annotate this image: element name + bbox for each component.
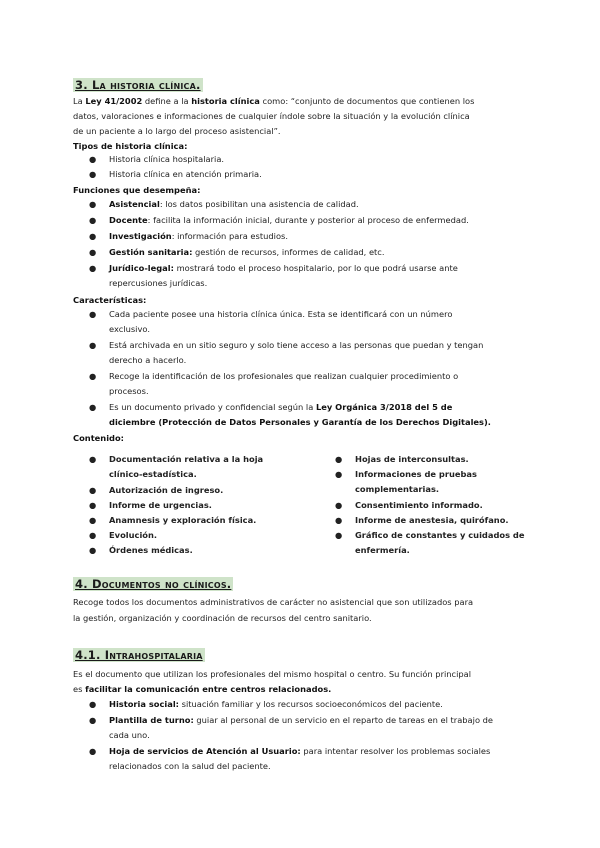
tipos-label: Tipos de historia clínica: (73, 141, 188, 151)
sec41-line-2: es facilitar la comunicación entre centros relacionados. (73, 684, 332, 694)
sec4-line-1: Recoge todos los documentos administrativos de carácter no asistencial que son utilizados para (73, 597, 474, 607)
caracteristicas-label: Características: (73, 295, 147, 305)
section-4-heading: 4. Documentos no clínicos. (75, 577, 232, 591)
contenido-label: Contenido: (73, 433, 124, 443)
intro-line-2: datos, valoraciones e informaciones de cualquier índole sobre la situación y la evolución clínica (73, 111, 470, 121)
section-4-1-heading: 4.1. Intrahospitalaria (75, 648, 203, 662)
intro-line-3: de un paciente a lo largo del proceso asistencial”. (73, 126, 281, 136)
funciones-label: Funciones que desempeña: (73, 185, 201, 195)
intro-line-1: La Ley 41/2002 define a la historia clínica como: “conjunto de documentos que contienen los (73, 96, 475, 106)
sec4-line-2: la gestión, organización y coordinación de recursos del centro sanitario. (73, 613, 372, 623)
sec41-line-1: Es el documento que utilizan los profesionales del mismo hospital o centro. Su función principal (73, 669, 472, 679)
document-page: 3. La historia clínica. La Ley 41/2002 define a la historia clínica como: “conjunto de documentos que contienen los datos, valoraciones e informaciones de cualquier índole sobre la situación y la evolución clínica de un paciente a lo largo del proceso asistencial”. Tipos de historia clínica: ● Historia clínica hospitalaria. ● Historia clínica en atención primaria. Funciones que desempeña: ● Asistencial: los datos posibilitan una asistencia de calidad. ● Docente: facilita la información inicial, durante y posterior al proceso de enfermedad. ● Investigación: información para estudios. ● Gestión sanitaria: gestión de recursos, informes de calidad, etc. ● Jurídico-legal: mostrará todo el proceso hospitalario, por lo que podrá usarse ante repercusiones jurídicas. Características: ● Cada paciente posee una historia clínica única. Esta se identificará con un número exclusivo. ● Está archivada en un sitio seguro y solo tiene acceso a las personas que puedan y tengan derecho a hacerlo. ● Recoge la identificación de los profesionales que realizan cualquier procedimiento o procesos. ● Es un documento privado y confidencial según la Ley Orgánica 3/2018 del 5 de diciembre (Protección de Datos Personales y Garantía de los Derechos Digitales). Contenido: ● Documentación relativa a la hoja clínico-estadística. ● Autorización de ingreso. ● Informe de urgencias. ● Anamnesis y exploración física. ● Evolución. ● Órdenes médicas. ● Hojas de interconsultas. ● Informaciones de pruebas complementarias. ● Consentimiento informado. ● Informe de anestesia, quirófano. ● Gráfico de constantes y cuidados de enfermería. 4. Documentos no clínicos. Recoge todos los documentos administrativos de carácter no asistencial que son utilizados para la gestión, organización y coordinación de recursos del centro sanitario. 4.1. Intrahospitalaria Es el documento que utilizan los profesionales del mismo hospital o centro. Su función principal es facilitar la comunicación entre centros relacionados. ● Historia social: situación familiar y los recursos socioeconómicos del paciente. ● Plantilla de turno: guiar al personal de un servicio en el reparto de tareas en el trabajo de cada uno. ● Hoja de servicios de Atención al Usuario: para intentar resolver los problemas sociales relacionados con la salud del paciente. (73, 78, 525, 771)
section-3-heading: 3. La historia clínica. (75, 78, 201, 92)
